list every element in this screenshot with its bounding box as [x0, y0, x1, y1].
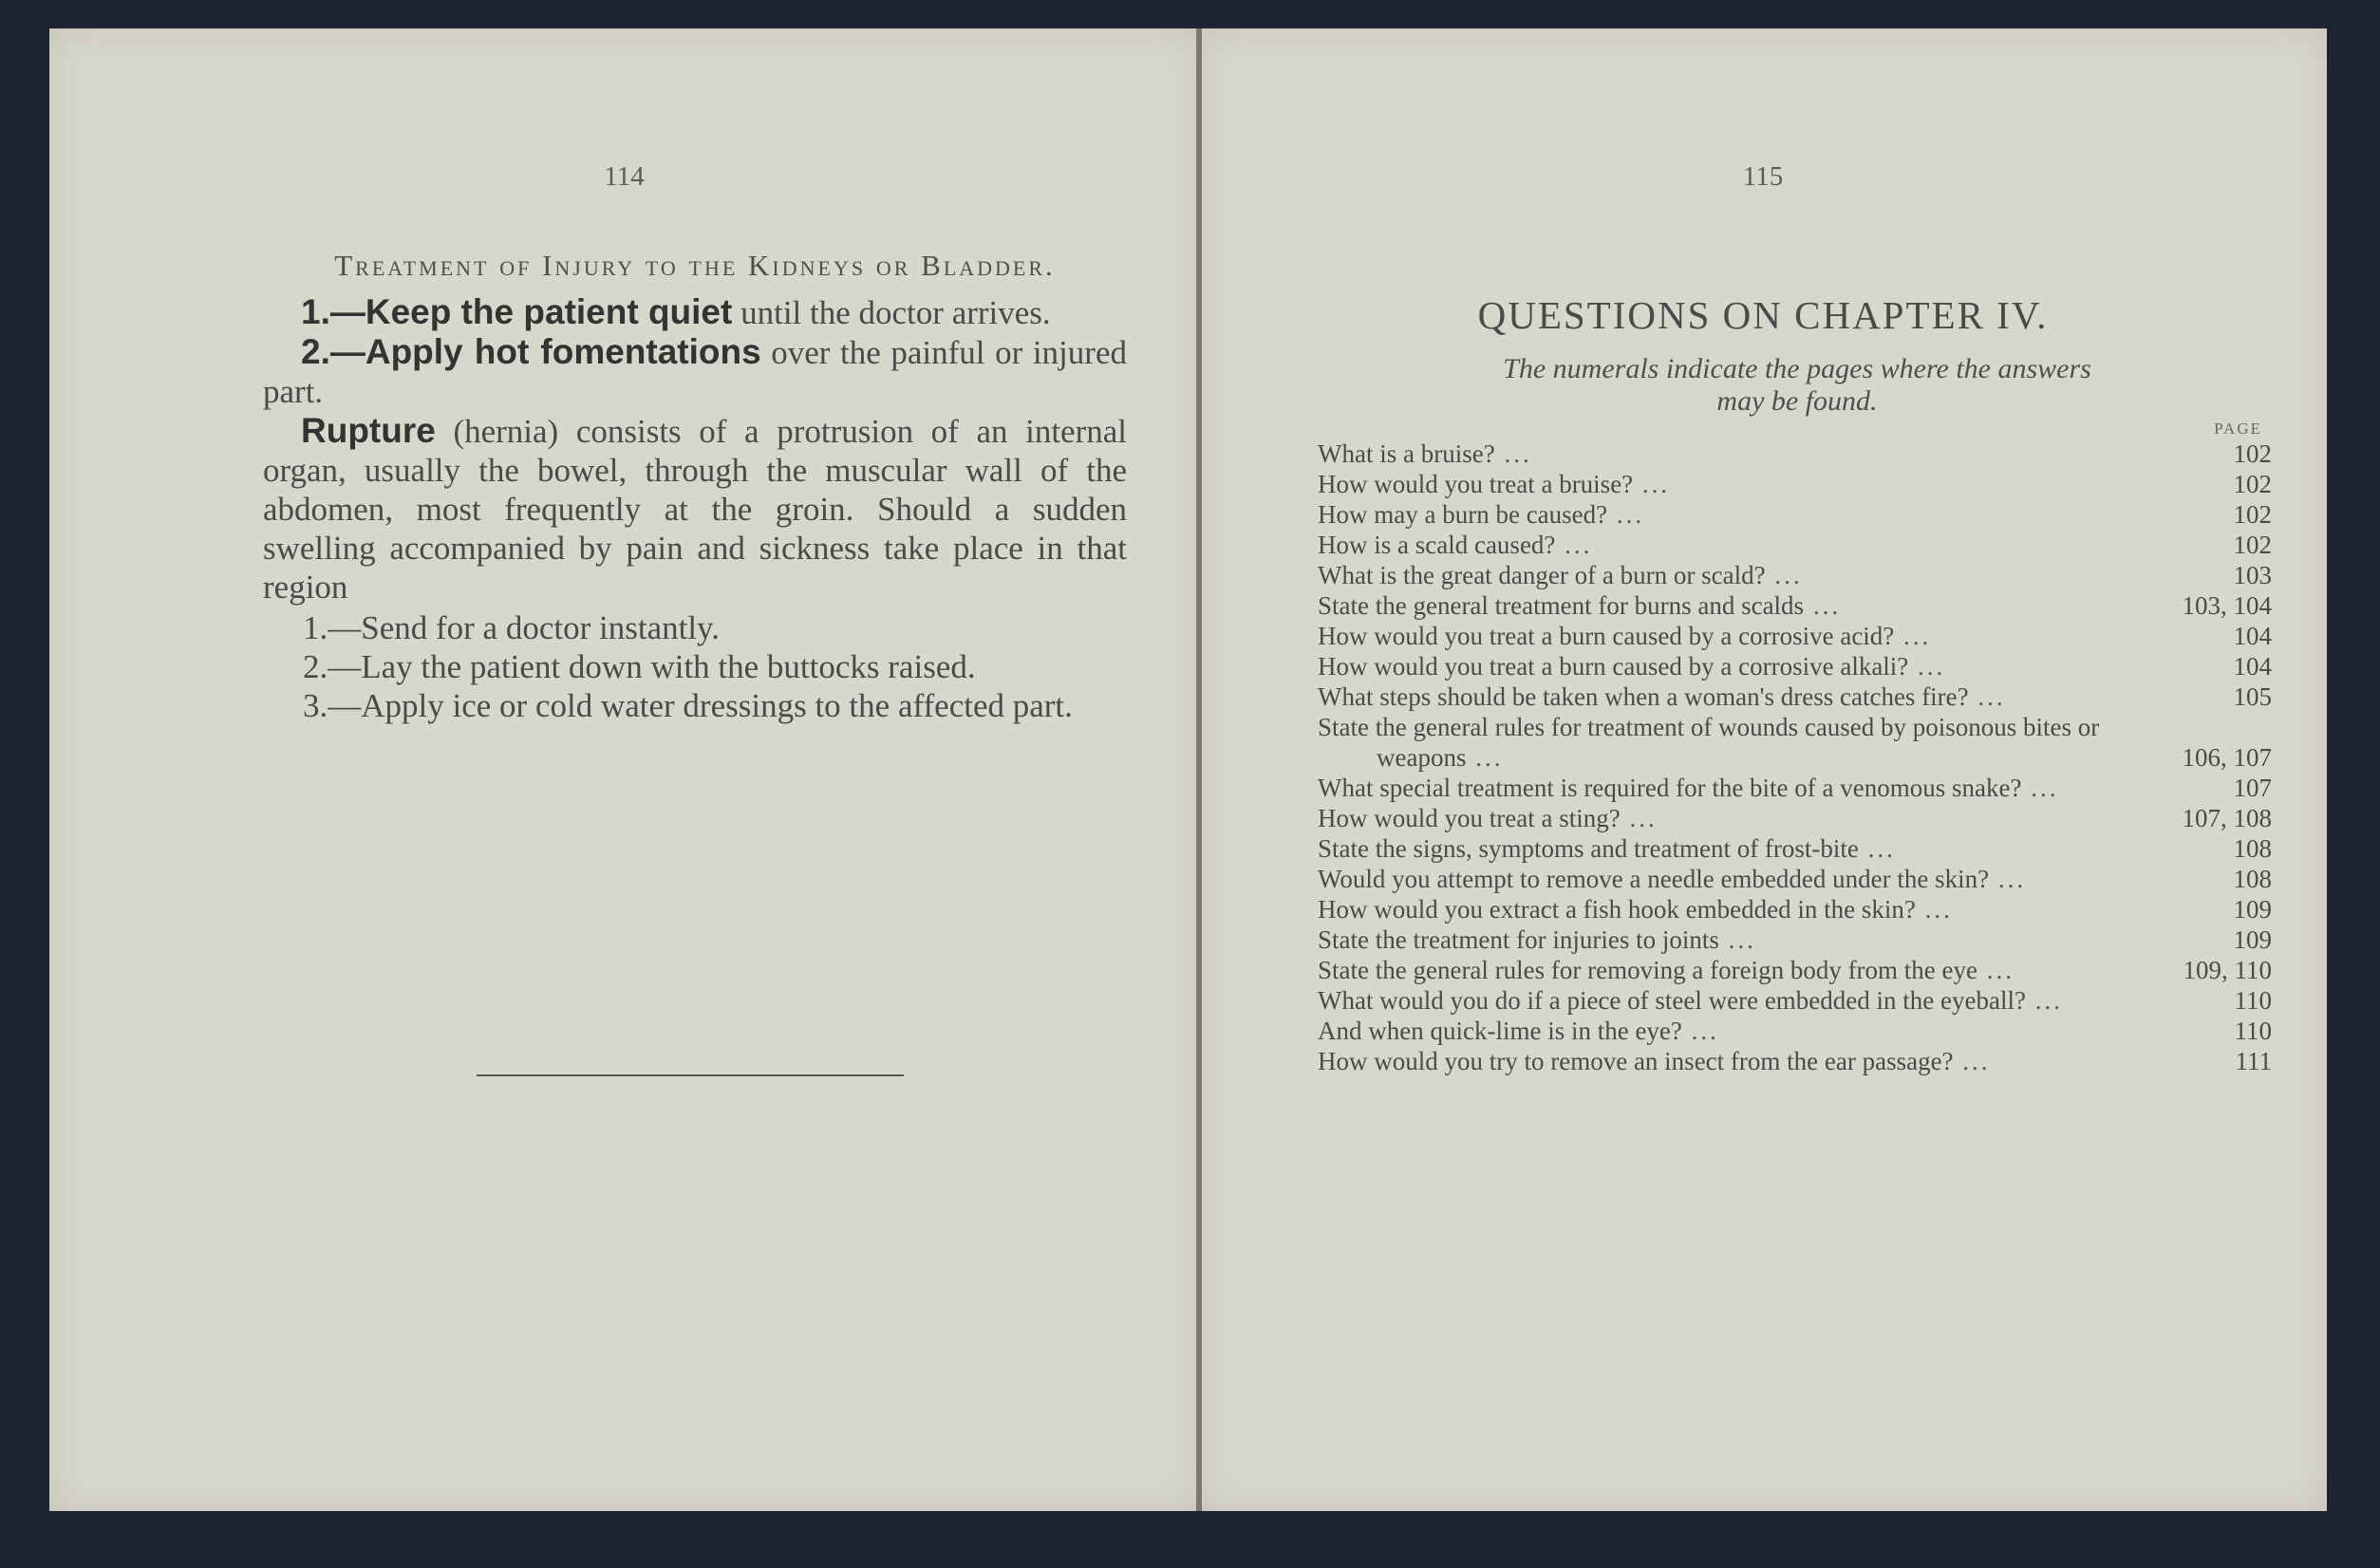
leader-dots: ...: [1953, 1047, 1991, 1075]
rupture-step: 3.—Apply ice or cold water dressings to the affected part.: [303, 687, 1073, 724]
question-text: How would you treat a burn caused by a corrosive alkali? ...: [1318, 652, 1946, 681]
leader-dots: ...: [1894, 622, 1932, 650]
answer-page-number: 107, 108: [2182, 804, 2272, 832]
answer-page-number: 108: [2233, 834, 2272, 863]
answer-page-number: 102: [2233, 500, 2272, 529]
question-text: What is the great danger of a burn or scald? ...: [1318, 561, 1803, 589]
leader-dots: ...: [2025, 986, 2063, 1015]
chapter-subtitle: The numerals indicate the pages where the answers may be found.: [1503, 353, 2091, 417]
step-2: [263, 332, 1127, 411]
question-row: [1318, 803, 2272, 833]
rupture-step: 2.—Lay the patient down with the buttocks raised.: [303, 648, 976, 685]
question-text: State the general rules for treatment of wounds caused by poisonous bites or weapons ...: [1318, 713, 2100, 772]
leader-dots: ...: [2021, 774, 2059, 802]
question-text: How may a burn be caused? ...: [1318, 500, 1645, 529]
left-page-body: [263, 247, 1127, 725]
page-number: 115: [1742, 161, 1784, 192]
rupture-steps: [263, 608, 1127, 725]
answer-page-number: 107: [2233, 774, 2272, 802]
page-column-header: PAGE: [2214, 420, 2262, 438]
question-text: How is a scald caused? ...: [1318, 531, 1593, 559]
leader-dots: ...: [1681, 1017, 1719, 1045]
leader-dots: ...: [1466, 743, 1504, 772]
answer-page-number: 109, 110: [2183, 956, 2272, 984]
question-row: [1318, 985, 2272, 1016]
step-2-number: 2.—: [301, 332, 365, 371]
section-divider: [477, 1074, 904, 1076]
leader-dots: ...: [1494, 439, 1532, 468]
answer-page-number: 111: [2235, 1047, 2272, 1075]
question-text: What would you do if a piece of steel were embedded in the eyeball? ...: [1318, 986, 2063, 1015]
question-text: State the signs, symptoms and treatment of frost-bite ...: [1318, 834, 1896, 863]
leader-dots: ...: [1968, 682, 2006, 711]
question-text: State the treatment for injuries to joints ...: [1318, 925, 1756, 954]
answer-page-number: 103: [2233, 561, 2272, 589]
answer-page-number: 110: [2234, 1017, 2272, 1045]
leader-dots: ...: [1989, 865, 2027, 893]
answer-page-number: 109: [2233, 925, 2272, 954]
question-row: [1318, 1046, 2272, 1076]
leader-dots: ...: [1718, 925, 1756, 954]
question-text: State the general rules for removing a foreign body from the eye ...: [1318, 956, 2015, 984]
leader-dots: ...: [1977, 956, 2015, 984]
question-row: [1318, 773, 2272, 803]
question-text: And when quick-lime is in the eye? ...: [1318, 1017, 1719, 1045]
answer-page-number: 109: [2233, 895, 2272, 924]
page-number: 114: [604, 161, 645, 192]
leader-dots: ...: [1908, 652, 1946, 681]
question-row: [1318, 469, 2272, 499]
answer-page-number: 103, 104: [2182, 591, 2272, 620]
step-2-heading: Apply hot fomentations: [365, 332, 761, 371]
leader-dots: ...: [1620, 804, 1658, 832]
question-row: [1318, 499, 2272, 530]
answer-page-number: 108: [2233, 865, 2272, 893]
rupture-text: (hernia) consists of a protrusion of an internal organ, usually the bowel, through the muscular wall of the abdomen, most frequently at the groin. Should a sudden swelling accompanied by pain and sickness take place in that region: [263, 413, 1127, 606]
rupture-heading: Rupture: [301, 411, 436, 450]
question-row: [1318, 651, 2272, 681]
question-row: [1318, 560, 2272, 590]
step-2-text: over the painful or injured part.: [263, 334, 1127, 410]
section-title: Treatment of Injury to the Kidneys or Bladder.: [334, 249, 1056, 282]
step-1: [263, 292, 1127, 332]
page-gutter: [1199, 28, 1202, 1511]
question-row: [1318, 712, 2272, 773]
leader-dots: ...: [1555, 531, 1593, 559]
question-row: [1318, 894, 2272, 924]
leader-dots: ...: [1633, 470, 1671, 498]
left-page: [49, 28, 1199, 1511]
leader-dots: ...: [1607, 500, 1645, 529]
answer-page-number: 102: [2233, 439, 2272, 468]
question-row: [1318, 955, 2272, 985]
answer-page-number: 110: [2234, 986, 2272, 1015]
step-1-heading: Keep the patient quiet: [365, 292, 733, 331]
question-text: How would you treat a sting? ...: [1318, 804, 1658, 832]
question-text: How would you extract a fish hook embedded in the skin? ...: [1318, 895, 1953, 924]
question-text: What is a bruise? ...: [1318, 439, 1532, 468]
rupture-paragraph: [263, 411, 1127, 607]
rupture-step: 1.—Send for a doctor instantly.: [303, 609, 721, 646]
right-page: [1199, 28, 2327, 1511]
leader-dots: ...: [1915, 895, 1953, 924]
question-row: [1318, 1016, 2272, 1046]
question-row: [1318, 681, 2272, 712]
answer-page-number: 102: [2233, 470, 2272, 498]
answer-page-number: 105: [2233, 682, 2272, 711]
question-text: State the general treatment for burns and scalds ...: [1318, 591, 1842, 620]
question-text: How would you try to remove an insect from the ear passage? ...: [1318, 1047, 1991, 1075]
question-text: How would you treat a bruise? ...: [1318, 470, 1671, 498]
step-1-text: until the doctor arrives.: [732, 294, 1051, 331]
question-row: [1318, 864, 2272, 894]
question-list: [1318, 439, 2272, 1076]
question-row: [1318, 924, 2272, 955]
leader-dots: ...: [1858, 834, 1896, 863]
answer-page-number: 106, 107: [2182, 743, 2272, 772]
question-text: How would you treat a burn caused by a corrosive acid? ...: [1318, 622, 1932, 650]
question-row: [1318, 530, 2272, 560]
question-text: What special treatment is required for the bite of a venomous snake? ...: [1318, 774, 2059, 802]
question-text: Would you attempt to remove a needle embedded under the skin? ...: [1318, 865, 2027, 893]
answer-page-number: 104: [2233, 652, 2272, 681]
leader-dots: ...: [1765, 561, 1803, 589]
answer-page-number: 102: [2233, 531, 2272, 559]
question-row: [1318, 590, 2272, 621]
question-row: [1318, 621, 2272, 651]
answer-page-number: 104: [2233, 622, 2272, 650]
step-1-number: 1.—: [301, 292, 365, 331]
question-text: What steps should be taken when a woman's dress catches fire? ...: [1318, 682, 2006, 711]
question-row: [1318, 439, 2272, 469]
chapter-title: QUESTIONS ON CHAPTER IV.: [1477, 293, 2049, 337]
leader-dots: ...: [1804, 591, 1842, 620]
question-row: [1318, 833, 2272, 864]
